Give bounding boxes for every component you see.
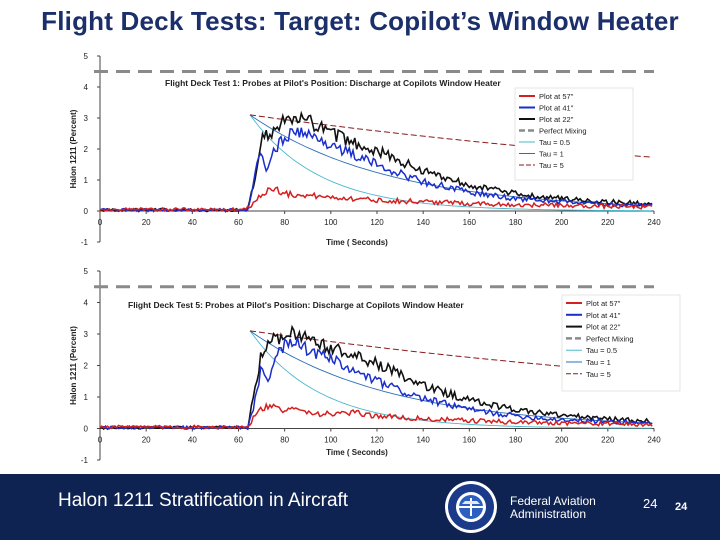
chart1-legend-item-plot-at-57-label: Plot at 57" <box>539 92 574 101</box>
chart2-legend-item-tau-0-5-label: Tau = 0.5 <box>586 346 618 356</box>
chart2-legend-item-plot-at-57-label: Plot at 57" <box>586 299 621 308</box>
chart1-x-tick-label: 60 <box>234 218 243 227</box>
chart2-x-tick-label: 200 <box>554 435 569 445</box>
chart1-legend-item-tau-1-label: Tau = 1 <box>539 149 564 159</box>
chart2-x-tick-label: 160 <box>462 435 477 445</box>
chart1-y-tick-label: -1 <box>80 238 88 247</box>
chart2-y-tick-label: 1 <box>83 393 88 402</box>
footer-title: Halon 1211 Stratification in Aircraft <box>58 490 349 511</box>
chart2-legend-item-perfect-mixing-label: Perfect Mixing <box>586 334 634 344</box>
chart1-x-tick-label: 200 <box>554 218 569 227</box>
chart1-legend <box>515 88 633 180</box>
chart2-x-tick-label: 240 <box>647 435 661 445</box>
chart1-y-tick-label: 2 <box>83 145 88 154</box>
agency-name-line2: Administration <box>510 507 587 521</box>
chart-test-5 <box>0 258 720 468</box>
chart2-x-tick-label: 60 <box>234 435 243 445</box>
agency-name <box>510 495 596 521</box>
chart2-legend-item-tau-5-label: Tau = 5 <box>586 369 611 379</box>
chart1-y-tick-label: 3 <box>83 114 88 123</box>
chart1-y-axis-label: Halon 1211 (Percent) <box>69 109 78 189</box>
chart1-legend-item-tau-5-label: Tau = 5 <box>539 161 564 170</box>
slide-title: Flight Deck Tests: Target: Copilot’s Window Heater <box>41 6 679 36</box>
chart1-x-axis-label: Time ( Seconds) <box>326 238 388 247</box>
chart1-x-tick-label: 40 <box>187 218 197 227</box>
chart1-x-tick-label: 20 <box>141 218 151 227</box>
chart1-x-tick-label: 100 <box>324 218 338 227</box>
chart1-y-tick-label: 1 <box>83 176 88 185</box>
chart2-legend-item-plot-at-41-label: Plot at 41" <box>586 310 621 320</box>
faa-seal-logo <box>444 480 498 534</box>
chart2-x-tick-label: 140 <box>416 435 430 445</box>
footer-bar <box>0 474 720 540</box>
chart2-x-tick-label: 180 <box>508 435 523 445</box>
chart2-y-tick-label: 2 <box>83 361 88 371</box>
chart2-y-tick-label: 5 <box>83 267 88 276</box>
chart1-y-tick-label: 0 <box>83 207 88 216</box>
chart2-x-tick-label: 100 <box>324 435 338 445</box>
chart2-legend-item-tau-1-label: Tau = 1 <box>586 358 611 367</box>
chart2-y-tick-label: 4 <box>83 298 88 308</box>
chart1-x-tick-label: 80 <box>280 218 290 227</box>
chart2-x-tick-label: 40 <box>187 435 197 445</box>
chart2-title: Flight Deck Test 5: Probes at Pilot's Position: Discharge at Copilots Window Heater <box>128 300 464 310</box>
chart1-legend-item-tau-0-5-label: Tau = 0.5 <box>539 138 571 147</box>
chart1-y-tick-label: 5 <box>83 52 88 61</box>
chart2-x-tick-label: 20 <box>141 435 151 445</box>
page-number: 24 <box>643 496 658 511</box>
chart1-x-tick-label: 0 <box>97 218 103 227</box>
chart1-legend-item-perfect-mixing-label: Perfect Mixing <box>539 126 587 136</box>
chart1-y-tick-label: 4 <box>83 83 88 92</box>
chart1-x-tick-label: 180 <box>508 218 523 227</box>
agency-name-line1: Federal Aviation <box>510 494 596 508</box>
chart1-legend-item-plot-at-22-label: Plot at 22" <box>539 115 574 124</box>
chart2-y-tick-label: 0 <box>83 424 88 434</box>
chart1-x-tick-label: 220 <box>601 218 615 227</box>
chart1-x-tick-label: 140 <box>416 218 430 227</box>
chart1-x-tick-label: 160 <box>462 218 477 227</box>
chart1-x-tick-label: 120 <box>370 218 384 227</box>
chart2-legend <box>562 295 680 391</box>
chart-test-1-svg <box>0 42 720 250</box>
chart2-legend-item-plot-at-22-label: Plot at 22" <box>586 322 621 332</box>
chart2-y-tick-label: 3 <box>83 330 88 339</box>
chart2-x-tick-label: 120 <box>370 435 384 445</box>
chart2-x-tick-label: 220 <box>601 435 615 445</box>
chart-test-1 <box>0 42 720 250</box>
chart2-x-tick-label: 80 <box>280 435 290 445</box>
chart1-x-tick-label: 240 <box>647 218 661 227</box>
chart2-y-axis-label: Halon 1211 (Percent) <box>69 326 78 405</box>
page-number-alt: 24 <box>675 501 688 513</box>
chart2-x-axis-label: Time ( Seconds) <box>326 448 388 457</box>
chart1-legend-item-plot-at-41-label: Plot at 41" <box>539 103 574 113</box>
chart2-x-tick-label: 0 <box>97 435 103 445</box>
chart-test-5-svg <box>0 258 720 468</box>
chart2-y-tick-label: -1 <box>80 456 88 465</box>
chart1-title: Flight Deck Test 1: Probes at Pilot's Position: Discharge at Copilots Window Heater <box>165 78 501 88</box>
